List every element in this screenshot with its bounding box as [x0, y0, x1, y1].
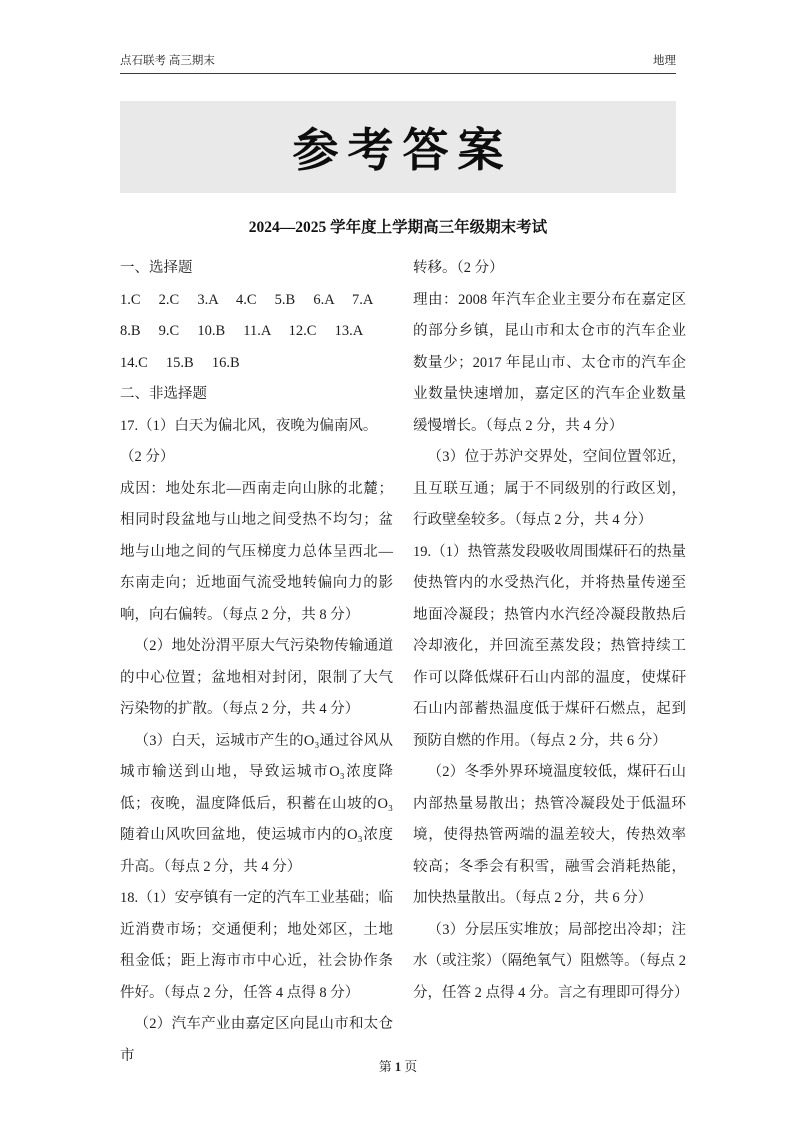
page-footer — [120, 1056, 676, 1075]
answer-paragraph: 17.（1）白天为偏北风，夜晚为偏南风。 — [120, 417, 378, 434]
answer-paragraph: （2）冬季外界环境温度较低，煤矸石山内部热量易散出；热管冷凝段处于低温环境，使得热管两端的温差较大，传热效率较高；冬季会有积雪，融雪会消耗热能，加快热量散出。（每点 2 分，共 6 分） — [413, 764, 686, 906]
answer-paragraph: （3）位于苏沪交界处，空间位置邻近，且互联互通；属于不同级别的行政区划，行政壁垒较多。（每点 2 分，共 4 分） — [413, 449, 686, 528]
footer-prefix: 第 — [378, 1059, 392, 1074]
answer-body — [120, 253, 689, 1072]
exam-subtitle: 2024—2025 学年度上学期高三年级期末考试 — [248, 219, 548, 236]
answer-paragraph: （2 分） — [120, 449, 175, 465]
answer-paragraph: 成因：地处东北—西南走向山脉的北麓；相同时段盆地与山地之间受热不均匀；盆地与山地之间的气压梯度力总体呈西北—东南走向；近地面气流受地转偏向力的影响，向右偏转。（每点 2 分，共 8 分） — [120, 480, 393, 623]
section-heading-nonchoice: 二、非选择题 — [120, 386, 207, 402]
title-banner — [120, 101, 676, 193]
page-title: 参考答案 — [292, 124, 513, 176]
answer-paragraph: 理由：2008 年汽车企业主要分布在嘉定区的部分乡镇，昆山市和太仓市的汽车企业数量少；2017 年昆山市、太仓市的汽车企业数量快速增加，嘉定区的汽车企业数量缓慢增长。（每点 2 分，共 4 分） — [413, 291, 686, 434]
page-number: 1 — [394, 1059, 402, 1074]
answer-paragraph: 转移。（2 分） — [413, 260, 504, 276]
answer-paragraph: 18.（1）安亭镇有一定的汽车工业基础；临近消费市场；交通便利；地处郊区，土地租金低；距上海市市中心近，社会协作条件好。（每点 2 分，任答 4 点得 8 分） — [120, 890, 393, 1001]
answer-paragraph: （2）汽车产业由嘉定区向昆山市和太仓市 — [120, 1016, 393, 1064]
answer-paragraph: （3）白天，运城市产生的O₃通过谷风从城市输送到山地，导致运城市O₃浓度降低；夜晚，温度降低后，积蓄在山坡的O₃随着山风吹回盆地，使运城市内的O₃浓度升高。（每点 2 分，共 4 分） — [120, 732, 393, 875]
answer-paragraph: （3）分层压实堆放；局部挖出冷却；注水（或注浆）（隔绝氧气）阻燃等。（每点 2 分，任答 2 点得 4 分。言之有理即可得分） — [413, 921, 689, 1001]
header-right-text: 地理 — [653, 55, 676, 67]
answer-row: 1.C 2.C 3.A 4.C 5.B 6.A 7.A — [120, 291, 374, 308]
answer-paragraph: （2）地处汾渭平原大气污染物传输通道的中心位置；盆地相对封闭，限制了大气污染物的扩散。（每点 2 分，共 4 分） — [120, 638, 393, 717]
answer-row: 8.B 9.C 10.B 11.A 12.C 13.A — [120, 323, 364, 339]
footer-suffix: 页 — [404, 1059, 418, 1074]
right-column — [413, 253, 689, 1072]
answer-paragraph: 19.（1）热管蒸发段吸收周围煤矸石的热量使热管内的水受热汽化，并将热量传递至地面冷凝段；热管内水汽经冷凝段散热后冷却液化，并回流至蒸发段；热管持续工作可以降低煤矸石山内部的温度，使煤矸石山内部蓄热温度低于煤矸石燃点，起到预防自燃的作用。（每点 2 分，共 6 分） — [413, 543, 686, 749]
answer-row: 14.C 15.B 16.B — [120, 354, 240, 371]
running-header — [120, 52, 676, 74]
section-heading-choice: 一、选择题 — [120, 260, 193, 276]
header-left-text: 点石联考 高三期末 — [120, 55, 215, 67]
left-column — [120, 253, 393, 1072]
